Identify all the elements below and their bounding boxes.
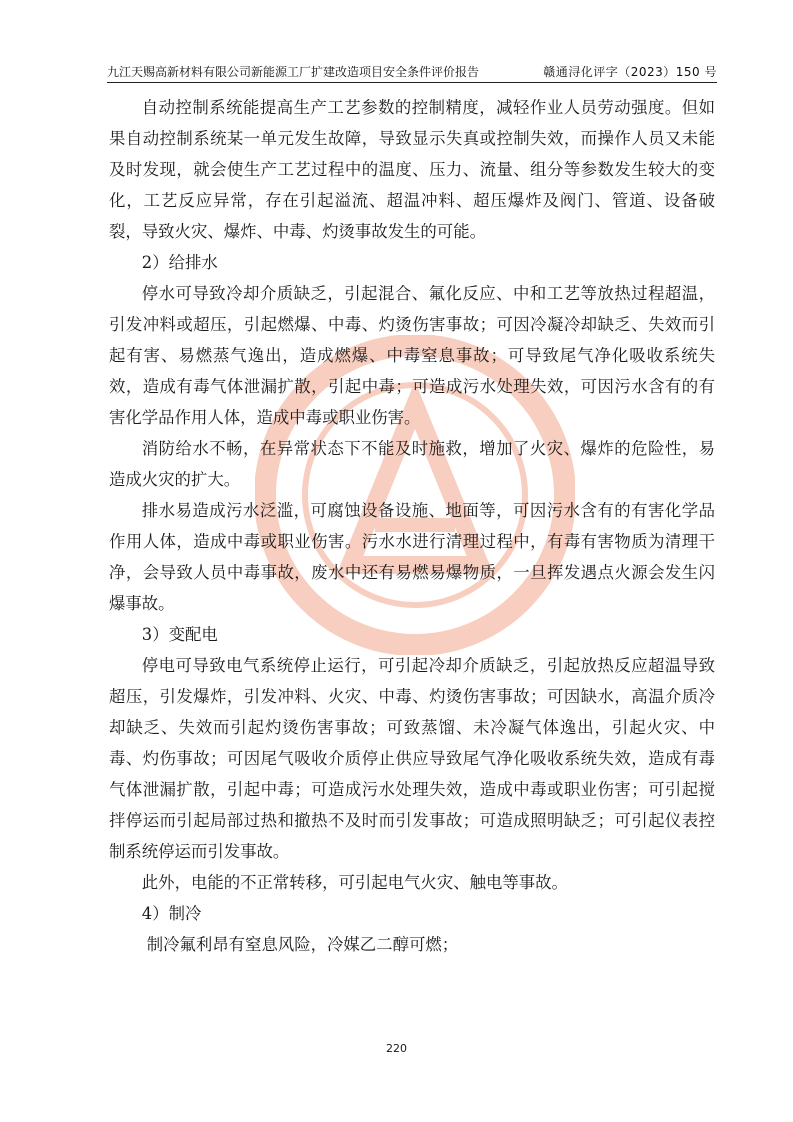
paragraph-power-outage: 停电可导致电气系统停止运行，可引起冷却介质缺乏，引起放热反应超温导致超压，引发爆炸，引发冲料、火灾、中毒、灼烫伤害事故；可因缺水，高温介质冷却缺乏、失效而引起灼烫伤害事故；可致蒸馏、未冷凝气体逸出，引起火灾、中毒、灼伤事故；可因尾气吸收介质停止供应导致尾气净化吸收系统失效，造成有毒气体泄漏扩散，引起中毒；可造成污水处理失效，造成中毒或职业伤害；可引起搅拌停运而引起局部过热和撤热不及时而引发事故；可造成照明缺乏；可引起仪表控制系统停运而引发事故。 bbox=[109, 656, 715, 861]
header-report-title: 九江天赐高新材料有限公司新能源工厂扩建改造项目安全条件评价报告 bbox=[107, 65, 480, 79]
body-text bbox=[109, 92, 715, 960]
heading-power-distribution: 3）变配电 bbox=[141, 625, 218, 644]
paragraph-electrical-transfer: 此外，电能的不正常转移，可引起电气火灾、触电等事故。 bbox=[141, 873, 568, 892]
header-document-number: 赣通浔化评字（2023）150 号 bbox=[543, 65, 717, 79]
paragraph-fire-water: 消防给水不畅，在异常状态下不能及时施救，增加了火灾、爆炸的危险性，易造成火灾的扩大。 bbox=[109, 439, 715, 489]
page-number: 220 bbox=[386, 1042, 407, 1055]
page-header bbox=[107, 60, 717, 83]
heading-water-supply: 2）给排水 bbox=[141, 253, 218, 272]
heading-refrigeration: 4）制冷 bbox=[141, 904, 202, 923]
paragraph-auto-control: 自动控制系统能提高生产工艺参数的控制精度，减轻作业人员劳动强度。但如果自动控制系统某一单元发生故障，导致显示失真或控制失效，而操作人员又未能及时发现，就会使生产工艺过程中的温度、压力、流量、组分等参数发生较大的变化，工艺反应异常，存在引起溢流、超温冲料、超压爆炸及阀门、管道、设备破裂，导致火灾、爆炸、中毒、灼烫事故发生的可能。 bbox=[109, 98, 715, 241]
paragraph-refrigeration: 制冷氟利昂有窒息风险，冷媒乙二醇可燃； bbox=[146, 935, 459, 954]
paragraph-water-outage: 停水可导致冷却介质缺乏，引起混合、氟化反应、中和工艺等放热过程超温，引发冲料或超压，引起燃爆、中毒、灼烫伤害事故；可因冷凝冷却缺乏、失效而引起有害、易燃蒸气逸出，造成燃爆、中毒窒息事故；可导致尾气净化吸收系统失效，造成有毒气体泄漏扩散，引起中毒；可造成污水处理失效，可因污水含有的有害化学品作用人体，造成中毒或职业伤害。 bbox=[109, 284, 715, 427]
paragraph-drainage: 排水易造成污水泛滥，可腐蚀设备设施、地面等，可因污水含有的有害化学品作用人体，造成中毒或职业伤害。污水水进行清理过程中，有毒有害物质为清理干净，会导致人员中毒事故，废水中还有易燃易爆物质，一旦挥发遇点火源会发生闪爆事故。 bbox=[109, 501, 715, 613]
